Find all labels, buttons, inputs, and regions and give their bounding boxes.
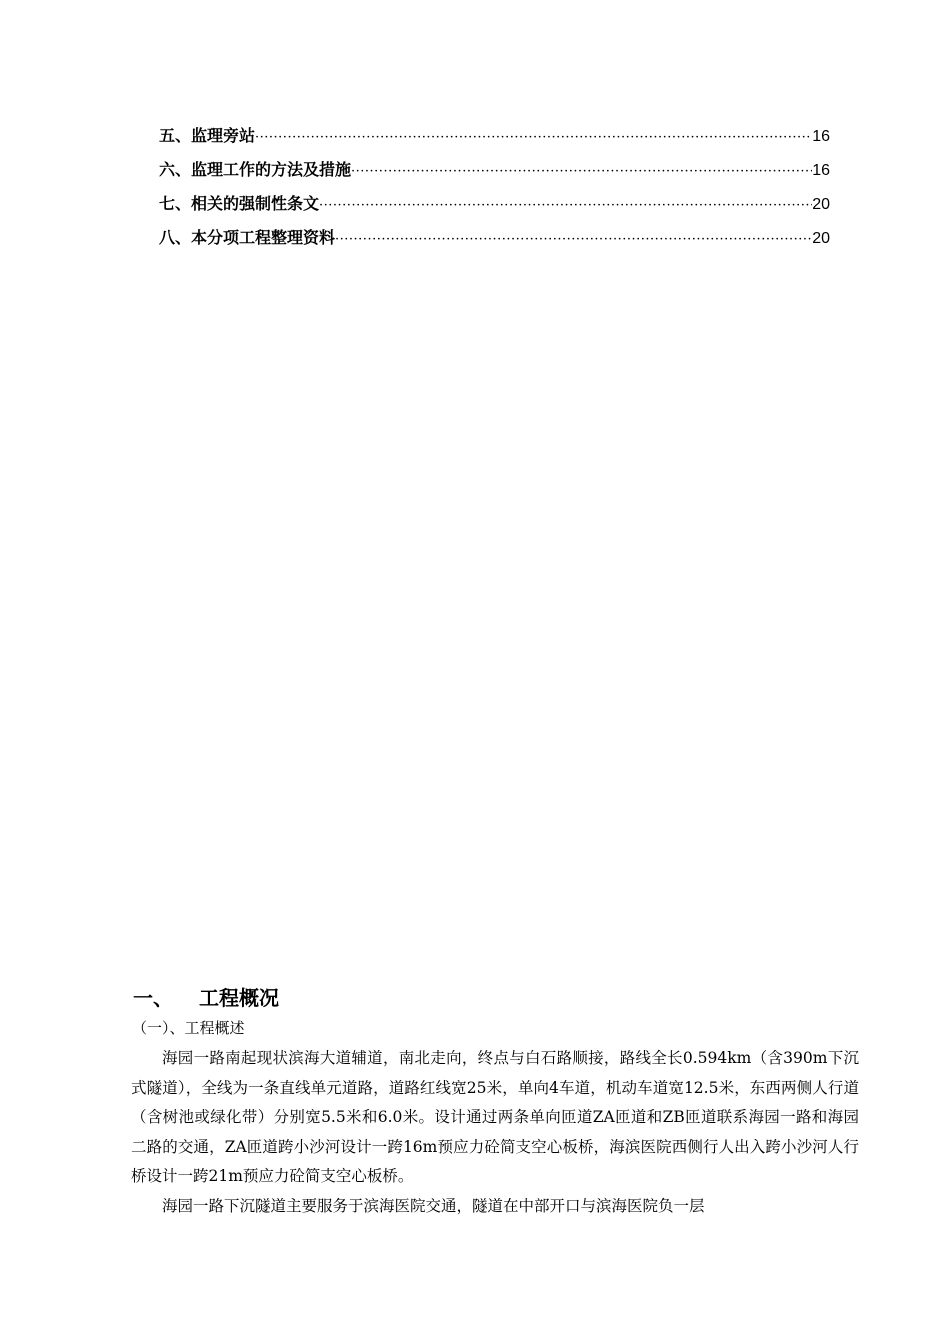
toc-item-title: 七、相关的强制性条文 xyxy=(159,194,320,213)
toc-item-page: 16 xyxy=(812,128,830,145)
table-of-contents xyxy=(159,123,830,259)
toc-leader-dots xyxy=(255,130,812,145)
body-text xyxy=(131,1044,859,1221)
section-title: 工程概况 xyxy=(199,986,279,1010)
section-heading xyxy=(133,982,279,1011)
toc-item[interactable] xyxy=(159,123,830,157)
section-number: 一、 xyxy=(133,986,173,1010)
toc-item-title: 八、本分项工程整理资料 xyxy=(159,228,336,247)
toc-item-page: 16 xyxy=(812,162,830,179)
toc-leader-dots xyxy=(335,232,812,247)
toc-item-title: 五、监理旁站 xyxy=(159,126,256,145)
toc-leader-dots xyxy=(351,164,812,179)
paragraph: 海园一路南起现状滨海大道辅道，南北走向，终点与白石路顺接，路线全长0.594km（含390m下沉式隧道），全线为一条直线单元道路，道路红线宽25米，单向4车道，机动车道宽12.5米，东西两侧人行道（含树池或绿化带）分别宽5.5米和6.0米。设计通过两条单向匝道ZA匝道和ZB匝道联系海园一路和海园二路的交通，ZA匝道跨小沙河设计一跨16m预应力砼简支空心板桥，海滨医院西侧行人出入跨小沙河人行桥设计一跨21m预应力砼简支空心板桥。 xyxy=(131,1049,859,1185)
toc-item[interactable] xyxy=(159,225,830,259)
subsection-heading: （一）、工程概述 xyxy=(132,1019,245,1037)
toc-item-page: 20 xyxy=(812,230,830,247)
toc-item-page: 20 xyxy=(812,196,830,213)
paragraph: 海园一路下沉隧道主要服务于滨海医院交通，隧道在中部开口与滨海医院负一层 xyxy=(162,1196,705,1215)
toc-item-title: 六、监理工作的方法及措施 xyxy=(159,160,352,179)
toc-leader-dots xyxy=(319,198,812,213)
toc-item[interactable] xyxy=(159,191,830,225)
toc-item[interactable] xyxy=(159,157,830,191)
